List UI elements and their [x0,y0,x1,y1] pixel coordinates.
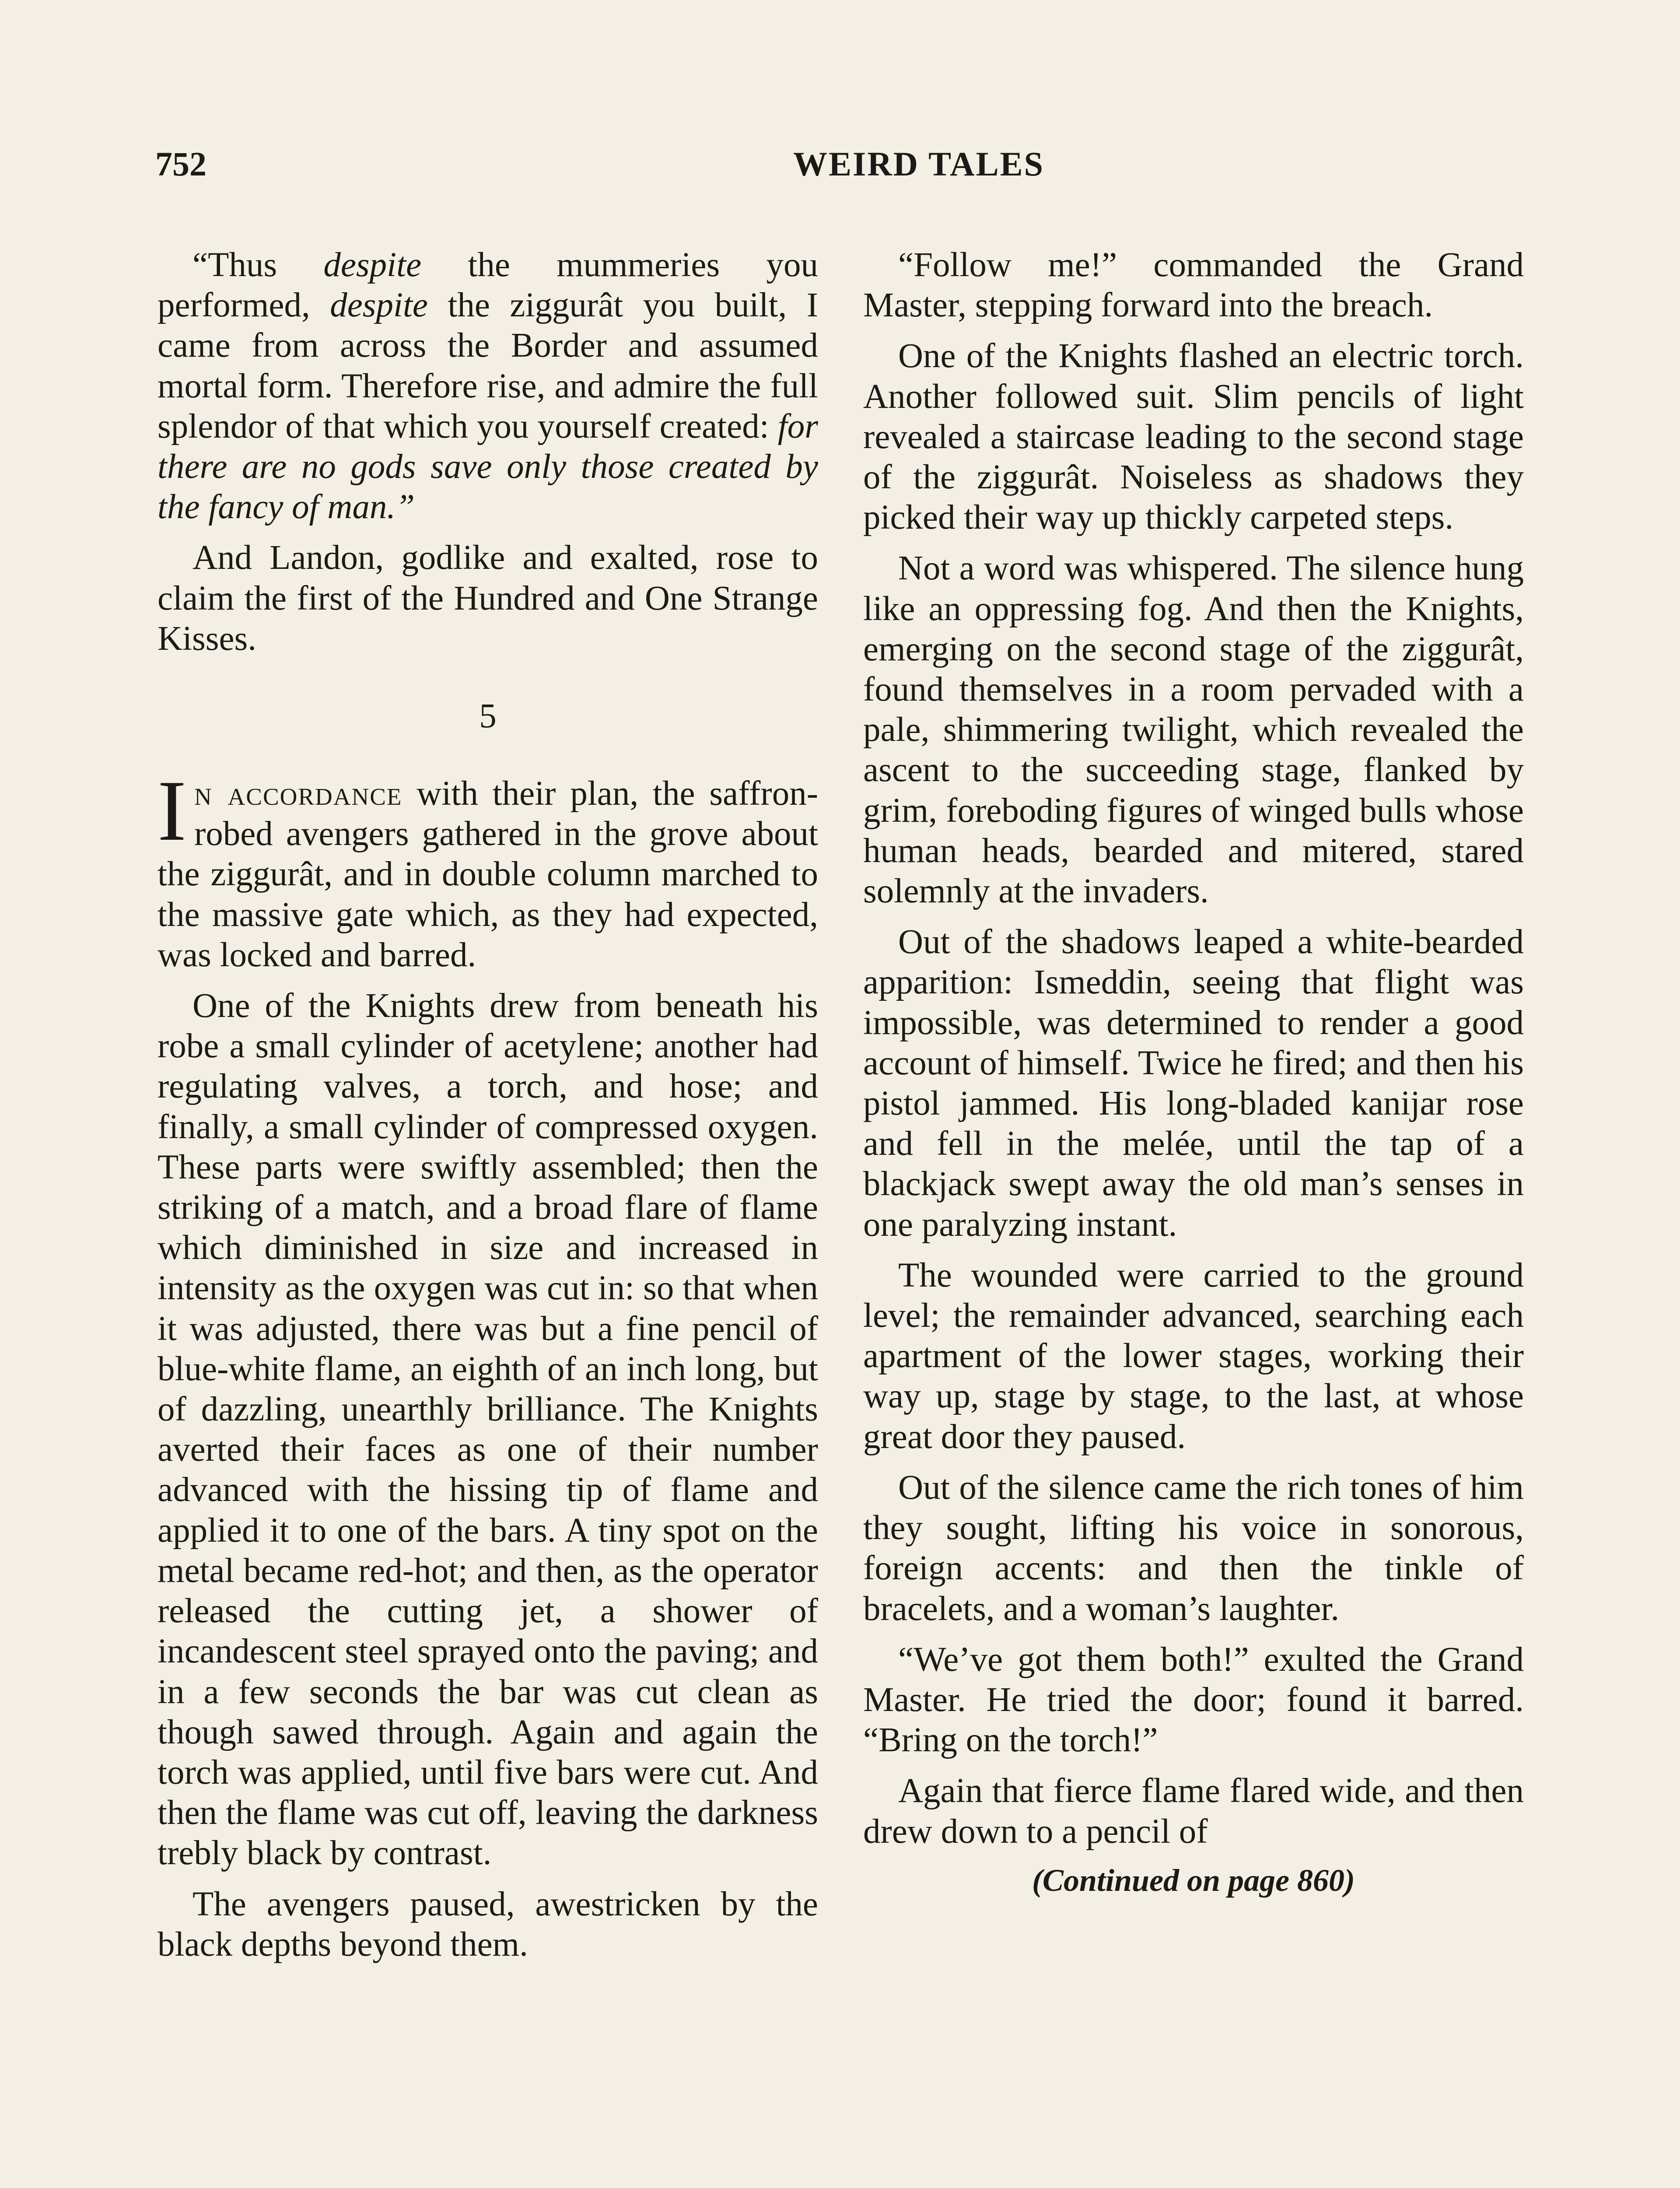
paragraph: Again that fierce flame flared wide, and then drew down to a pencil of [863,1772,1524,1851]
paragraph: The wounded were carried to the ground level; the remainder advanced, searching each apartment of the lower stages, working their way up, stage by stage, to the last, at whose great door they paused. [863,1256,1524,1456]
right-column [863,245,1524,1899]
paragraph: One of the Knights flashed an electric torch. Another followed suit. Slim pencils of light revealed a staircase leading to the second stage of the ziggurât. Noiseless as shadows they picked their way up thickly carpeted steps. [863,337,1524,537]
continued-note: (Continued on page 860) [1032,1862,1355,1898]
left-column [158,245,818,1975]
page-number: 752 [155,145,206,183]
paragraph: In accordance with their plan, the saffron-robed avengers gathered in the grove about the ziggurât, and in double column marched to the massive gate which, as they had expected, was locked and barred. [158,763,819,974]
running-head: WEIRD TALES [793,145,1045,183]
paragraph: Out of the shadows leaped a white-bearded apparition: Ismeddin, seeing that flight was impossible, was determined to render a good account of himself. Twice he fired; and then his pistol jammed. His long-bladed kanijar rose and fell in the melée, until the tap of a blackjack swept away the old man’s senses in one paralyzing instant. [863,923,1524,1244]
paragraph: Not a word was whispered. The silence hung like an oppressing fog. And then the Knights, emerging on the second stage of the ziggurât, found themselves in a room pervaded with a pale, shimmering twilight, which revealed the ascent to the succeeding stage, flanked by grim, foreboding figures of winged bulls whose human heads, bearded and mitered, stared solemnly at the invaders. [863,549,1524,911]
paragraph: And Landon, godlike and exalted, rose to claim the first of the Hundred and One Strange Kisses. [158,539,818,658]
paragraph: Out of the silence came the rich tones of him they sought, lifting his voice in sonorous, foreign accents: and then the tinkle of bracelets, and a woman’s laughter. [863,1468,1524,1628]
paragraph: The avengers paused, awestricken by the black depths beyond them. [158,1885,818,1964]
paragraph: “Thus despite the mummeries you performed, despite the ziggurât you built, I came from across the Border and assumed mortal form. Therefore rise, and admire the full splendor of that which you yourself created: for there are no gods save only those created by the fancy of man.” [158,246,818,526]
section-number: 5 [479,697,497,736]
paragraph: One of the Knights drew from beneath his robe a small cylinder of acetylene; another had regulating valves, a torch, and hose; and finally, a small cylinder of compressed oxygen. These parts were swiftly assembled; then the striking of a match, and a broad flare of flame which diminished in size and increased in intensity as the oxygen was cut in: so that when it was adjusted, there was but a fine pencil of blue-white flame, an eighth of an inch long, but of dazzling, unearthly brilliance. The Knights averted their faces as one of their number advanced with the hissing tip of flame and applied it to one of the bars. A tiny spot on the metal became red-hot; and then, as the operator released the cutting jet, a shower of incandescent steel sprayed onto the paving; and in a few seconds the bar was cut clean as though sawed through. Again and again the torch was applied, until five bars were cut. And then the flame was cut off, leaving the darkness trebly black by contrast. [158,987,818,1872]
paragraph: “Follow me!” commanded the Grand Master, stepping forward into the breach. [863,246,1524,325]
drop-cap: I [158,763,186,859]
paragraph: “We’ve got them both!” exulted the Grand Master. He tried the door; found it barred. “Bring on the torch!” [863,1640,1524,1760]
